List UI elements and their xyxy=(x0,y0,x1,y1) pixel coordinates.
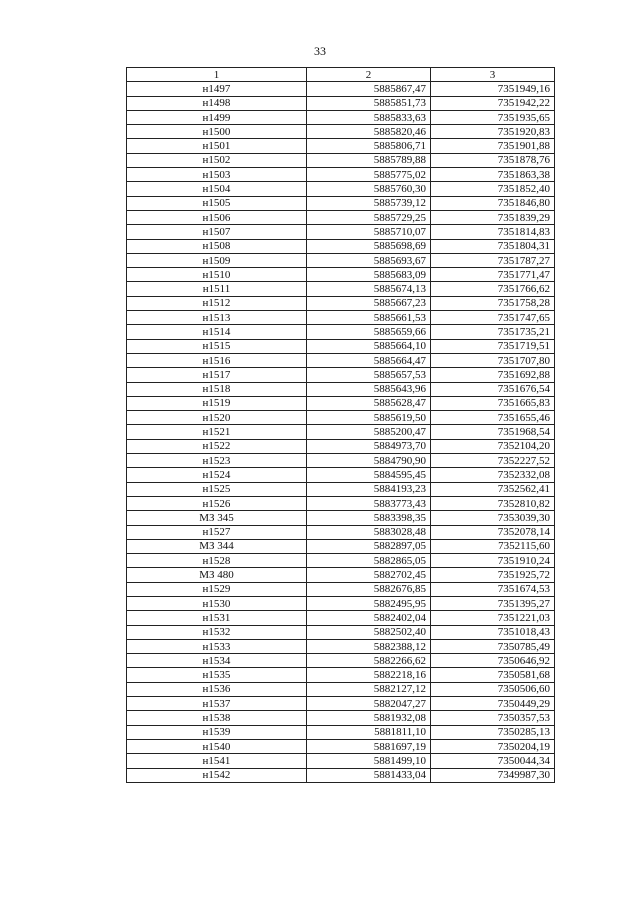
table-row xyxy=(127,139,555,153)
point-id-cell: н1500 xyxy=(127,125,307,139)
x-coordinate-cell: 5885789,88 xyxy=(307,153,431,167)
table-row xyxy=(127,654,555,668)
y-coordinate-cell: 7351804,31 xyxy=(431,239,555,253)
y-coordinate-cell: 7352227,52 xyxy=(431,454,555,468)
table-row xyxy=(127,711,555,725)
y-coordinate-cell: 7350581,68 xyxy=(431,668,555,682)
point-id-cell: н1537 xyxy=(127,697,307,711)
table-row xyxy=(127,210,555,224)
y-coordinate-cell: 7350285,13 xyxy=(431,725,555,739)
y-coordinate-cell: 7351910,24 xyxy=(431,554,555,568)
point-id-cell: н1540 xyxy=(127,739,307,753)
column-header-y: 3 xyxy=(431,68,555,82)
y-coordinate-cell: 7351707,80 xyxy=(431,353,555,367)
point-id-cell: н1525 xyxy=(127,482,307,496)
table-row xyxy=(127,96,555,110)
y-coordinate-cell: 7351852,40 xyxy=(431,182,555,196)
table-row xyxy=(127,668,555,682)
point-id-cell: н1519 xyxy=(127,396,307,410)
column-header-x: 2 xyxy=(307,68,431,82)
y-coordinate-cell: 7350785,49 xyxy=(431,639,555,653)
x-coordinate-cell: 5882402,04 xyxy=(307,611,431,625)
y-coordinate-cell: 7350204,19 xyxy=(431,739,555,753)
point-id-cell: н1511 xyxy=(127,282,307,296)
x-coordinate-cell: 5882865,05 xyxy=(307,554,431,568)
x-coordinate-cell: 5882897,05 xyxy=(307,539,431,553)
point-id-cell: н1498 xyxy=(127,96,307,110)
table-row xyxy=(127,225,555,239)
x-coordinate-cell: 5885657,53 xyxy=(307,368,431,382)
table-row xyxy=(127,196,555,210)
point-id-cell: н1528 xyxy=(127,554,307,568)
y-coordinate-cell: 7351935,65 xyxy=(431,110,555,124)
table-row xyxy=(127,382,555,396)
x-coordinate-cell: 5881932,08 xyxy=(307,711,431,725)
y-coordinate-cell: 7350449,29 xyxy=(431,697,555,711)
table-row xyxy=(127,411,555,425)
y-coordinate-cell: 7350646,92 xyxy=(431,654,555,668)
x-coordinate-cell: 5885643,96 xyxy=(307,382,431,396)
y-coordinate-cell: 7349987,30 xyxy=(431,768,555,782)
x-coordinate-cell: 5884973,70 xyxy=(307,439,431,453)
point-id-cell: н1505 xyxy=(127,196,307,210)
point-id-cell: н1521 xyxy=(127,425,307,439)
y-coordinate-cell: 7351839,29 xyxy=(431,210,555,224)
y-coordinate-cell: 7350044,34 xyxy=(431,754,555,768)
point-id-cell: н1506 xyxy=(127,210,307,224)
x-coordinate-cell: 5885693,67 xyxy=(307,253,431,267)
y-coordinate-cell: 7351814,83 xyxy=(431,225,555,239)
table-row xyxy=(127,239,555,253)
y-coordinate-cell: 7351846,80 xyxy=(431,196,555,210)
point-id-cell: н1503 xyxy=(127,168,307,182)
y-coordinate-cell: 7351719,51 xyxy=(431,339,555,353)
point-id-cell: н1529 xyxy=(127,582,307,596)
table-row xyxy=(127,554,555,568)
point-id-cell: н1523 xyxy=(127,454,307,468)
page-number: 33 xyxy=(314,44,326,58)
table-row xyxy=(127,268,555,282)
table-row xyxy=(127,754,555,768)
point-id-cell: н1504 xyxy=(127,182,307,196)
x-coordinate-cell: 5885683,09 xyxy=(307,268,431,282)
table-row xyxy=(127,125,555,139)
point-id-cell: н1518 xyxy=(127,382,307,396)
x-coordinate-cell: 5885628,47 xyxy=(307,396,431,410)
x-coordinate-cell: 5881811,10 xyxy=(307,725,431,739)
point-id-cell: н1538 xyxy=(127,711,307,725)
point-id-cell: н1513 xyxy=(127,311,307,325)
table-row xyxy=(127,625,555,639)
x-coordinate-cell: 5882266,62 xyxy=(307,654,431,668)
x-coordinate-cell: 5881697,19 xyxy=(307,739,431,753)
point-id-cell: н1542 xyxy=(127,768,307,782)
table-row xyxy=(127,153,555,167)
y-coordinate-cell: 7352332,08 xyxy=(431,468,555,482)
point-id-cell: н1541 xyxy=(127,754,307,768)
table-row xyxy=(127,539,555,553)
table-row xyxy=(127,468,555,482)
x-coordinate-cell: 5885674,13 xyxy=(307,282,431,296)
point-id-cell: н1507 xyxy=(127,225,307,239)
point-id-cell: н1522 xyxy=(127,439,307,453)
y-coordinate-cell: 7351747,65 xyxy=(431,311,555,325)
x-coordinate-cell: 5885739,12 xyxy=(307,196,431,210)
x-coordinate-cell: 5885664,10 xyxy=(307,339,431,353)
point-id-cell: н1512 xyxy=(127,296,307,310)
y-coordinate-cell: 7351787,27 xyxy=(431,253,555,267)
x-coordinate-cell: 5885867,47 xyxy=(307,82,431,96)
table-row xyxy=(127,353,555,367)
table-row xyxy=(127,639,555,653)
y-coordinate-cell: 7351949,16 xyxy=(431,82,555,96)
point-id-cell: МЗ 345 xyxy=(127,511,307,525)
x-coordinate-cell: 5885851,73 xyxy=(307,96,431,110)
point-id-cell: н1497 xyxy=(127,82,307,96)
x-coordinate-cell: 5885710,07 xyxy=(307,225,431,239)
y-coordinate-cell: 7351878,76 xyxy=(431,153,555,167)
x-coordinate-cell: 5885661,53 xyxy=(307,311,431,325)
table-row xyxy=(127,568,555,582)
table-row xyxy=(127,311,555,325)
table-row xyxy=(127,697,555,711)
y-coordinate-cell: 7351676,54 xyxy=(431,382,555,396)
x-coordinate-cell: 5885667,23 xyxy=(307,296,431,310)
table-row xyxy=(127,282,555,296)
y-coordinate-cell: 7352115,60 xyxy=(431,539,555,553)
table-row xyxy=(127,82,555,96)
x-coordinate-cell: 5885200,47 xyxy=(307,425,431,439)
x-coordinate-cell: 5885760,30 xyxy=(307,182,431,196)
point-id-cell: н1510 xyxy=(127,268,307,282)
x-coordinate-cell: 5883398,35 xyxy=(307,511,431,525)
table-row xyxy=(127,496,555,510)
column-header-point: 1 xyxy=(127,68,307,82)
x-coordinate-cell: 5882388,12 xyxy=(307,639,431,653)
table-row xyxy=(127,339,555,353)
x-coordinate-cell: 5885664,47 xyxy=(307,353,431,367)
y-coordinate-cell: 7351942,22 xyxy=(431,96,555,110)
table-row xyxy=(127,739,555,753)
x-coordinate-cell: 5885659,66 xyxy=(307,325,431,339)
point-id-cell: н1516 xyxy=(127,353,307,367)
x-coordinate-cell: 5885820,46 xyxy=(307,125,431,139)
x-coordinate-cell: 5885619,50 xyxy=(307,411,431,425)
point-id-cell: н1499 xyxy=(127,110,307,124)
y-coordinate-cell: 7352078,14 xyxy=(431,525,555,539)
table-row xyxy=(127,482,555,496)
y-coordinate-cell: 7351692,88 xyxy=(431,368,555,382)
x-coordinate-cell: 5884790,90 xyxy=(307,454,431,468)
point-id-cell: н1514 xyxy=(127,325,307,339)
table-row xyxy=(127,110,555,124)
table-row xyxy=(127,368,555,382)
point-id-cell: н1526 xyxy=(127,496,307,510)
y-coordinate-cell: 7350506,60 xyxy=(431,682,555,696)
point-id-cell: н1539 xyxy=(127,725,307,739)
y-coordinate-cell: 7352810,82 xyxy=(431,496,555,510)
x-coordinate-cell: 5882127,12 xyxy=(307,682,431,696)
y-coordinate-cell: 7351901,88 xyxy=(431,139,555,153)
y-coordinate-cell: 7351665,83 xyxy=(431,396,555,410)
point-id-cell: н1520 xyxy=(127,411,307,425)
point-id-cell: н1534 xyxy=(127,654,307,668)
table-row xyxy=(127,168,555,182)
x-coordinate-cell: 5884595,45 xyxy=(307,468,431,482)
x-coordinate-cell: 5883028,48 xyxy=(307,525,431,539)
x-coordinate-cell: 5882218,16 xyxy=(307,668,431,682)
point-id-cell: н1509 xyxy=(127,253,307,267)
point-id-cell: н1502 xyxy=(127,153,307,167)
y-coordinate-cell: 7351395,27 xyxy=(431,596,555,610)
table-row xyxy=(127,325,555,339)
y-coordinate-cell: 7351735,21 xyxy=(431,325,555,339)
table-row xyxy=(127,611,555,625)
x-coordinate-cell: 5881499,10 xyxy=(307,754,431,768)
table-row xyxy=(127,182,555,196)
x-coordinate-cell: 5885775,02 xyxy=(307,168,431,182)
point-id-cell: МЗ 344 xyxy=(127,539,307,553)
point-id-cell: н1530 xyxy=(127,596,307,610)
x-coordinate-cell: 5882495,95 xyxy=(307,596,431,610)
x-coordinate-cell: 5881433,04 xyxy=(307,768,431,782)
point-id-cell: МЗ 480 xyxy=(127,568,307,582)
x-coordinate-cell: 5885698,69 xyxy=(307,239,431,253)
table-row xyxy=(127,454,555,468)
x-coordinate-cell: 5885806,71 xyxy=(307,139,431,153)
y-coordinate-cell: 7351221,03 xyxy=(431,611,555,625)
x-coordinate-cell: 5882676,85 xyxy=(307,582,431,596)
table-row xyxy=(127,511,555,525)
point-id-cell: н1536 xyxy=(127,682,307,696)
point-id-cell: н1524 xyxy=(127,468,307,482)
y-coordinate-cell: 7351863,38 xyxy=(431,168,555,182)
table-row xyxy=(127,439,555,453)
x-coordinate-cell: 5882502,40 xyxy=(307,625,431,639)
table-row xyxy=(127,253,555,267)
point-id-cell: н1517 xyxy=(127,368,307,382)
x-coordinate-cell: 5882047,27 xyxy=(307,697,431,711)
point-id-cell: н1508 xyxy=(127,239,307,253)
x-coordinate-cell: 5883773,43 xyxy=(307,496,431,510)
y-coordinate-cell: 7353039,30 xyxy=(431,511,555,525)
table-header-row xyxy=(127,68,555,82)
table-row xyxy=(127,768,555,782)
point-id-cell: н1532 xyxy=(127,625,307,639)
table-row xyxy=(127,525,555,539)
y-coordinate-cell: 7351655,46 xyxy=(431,411,555,425)
point-id-cell: н1527 xyxy=(127,525,307,539)
y-coordinate-cell: 7351018,43 xyxy=(431,625,555,639)
table-row xyxy=(127,396,555,410)
point-id-cell: н1531 xyxy=(127,611,307,625)
table-row xyxy=(127,725,555,739)
y-coordinate-cell: 7350357,53 xyxy=(431,711,555,725)
coordinates-table xyxy=(126,67,555,783)
table-row xyxy=(127,425,555,439)
y-coordinate-cell: 7351920,83 xyxy=(431,125,555,139)
table-row xyxy=(127,296,555,310)
y-coordinate-cell: 7351758,28 xyxy=(431,296,555,310)
y-coordinate-cell: 7351771,47 xyxy=(431,268,555,282)
point-id-cell: н1533 xyxy=(127,639,307,653)
y-coordinate-cell: 7351674,53 xyxy=(431,582,555,596)
y-coordinate-cell: 7351766,62 xyxy=(431,282,555,296)
x-coordinate-cell: 5885729,25 xyxy=(307,210,431,224)
point-id-cell: н1515 xyxy=(127,339,307,353)
y-coordinate-cell: 7351925,72 xyxy=(431,568,555,582)
table-row xyxy=(127,596,555,610)
table-row xyxy=(127,582,555,596)
y-coordinate-cell: 7352562,41 xyxy=(431,482,555,496)
table-body xyxy=(127,82,555,783)
x-coordinate-cell: 5885833,63 xyxy=(307,110,431,124)
y-coordinate-cell: 7351968,54 xyxy=(431,425,555,439)
point-id-cell: н1535 xyxy=(127,668,307,682)
y-coordinate-cell: 7352104,20 xyxy=(431,439,555,453)
x-coordinate-cell: 5882702,45 xyxy=(307,568,431,582)
point-id-cell: н1501 xyxy=(127,139,307,153)
x-coordinate-cell: 5884193,23 xyxy=(307,482,431,496)
table-row xyxy=(127,682,555,696)
